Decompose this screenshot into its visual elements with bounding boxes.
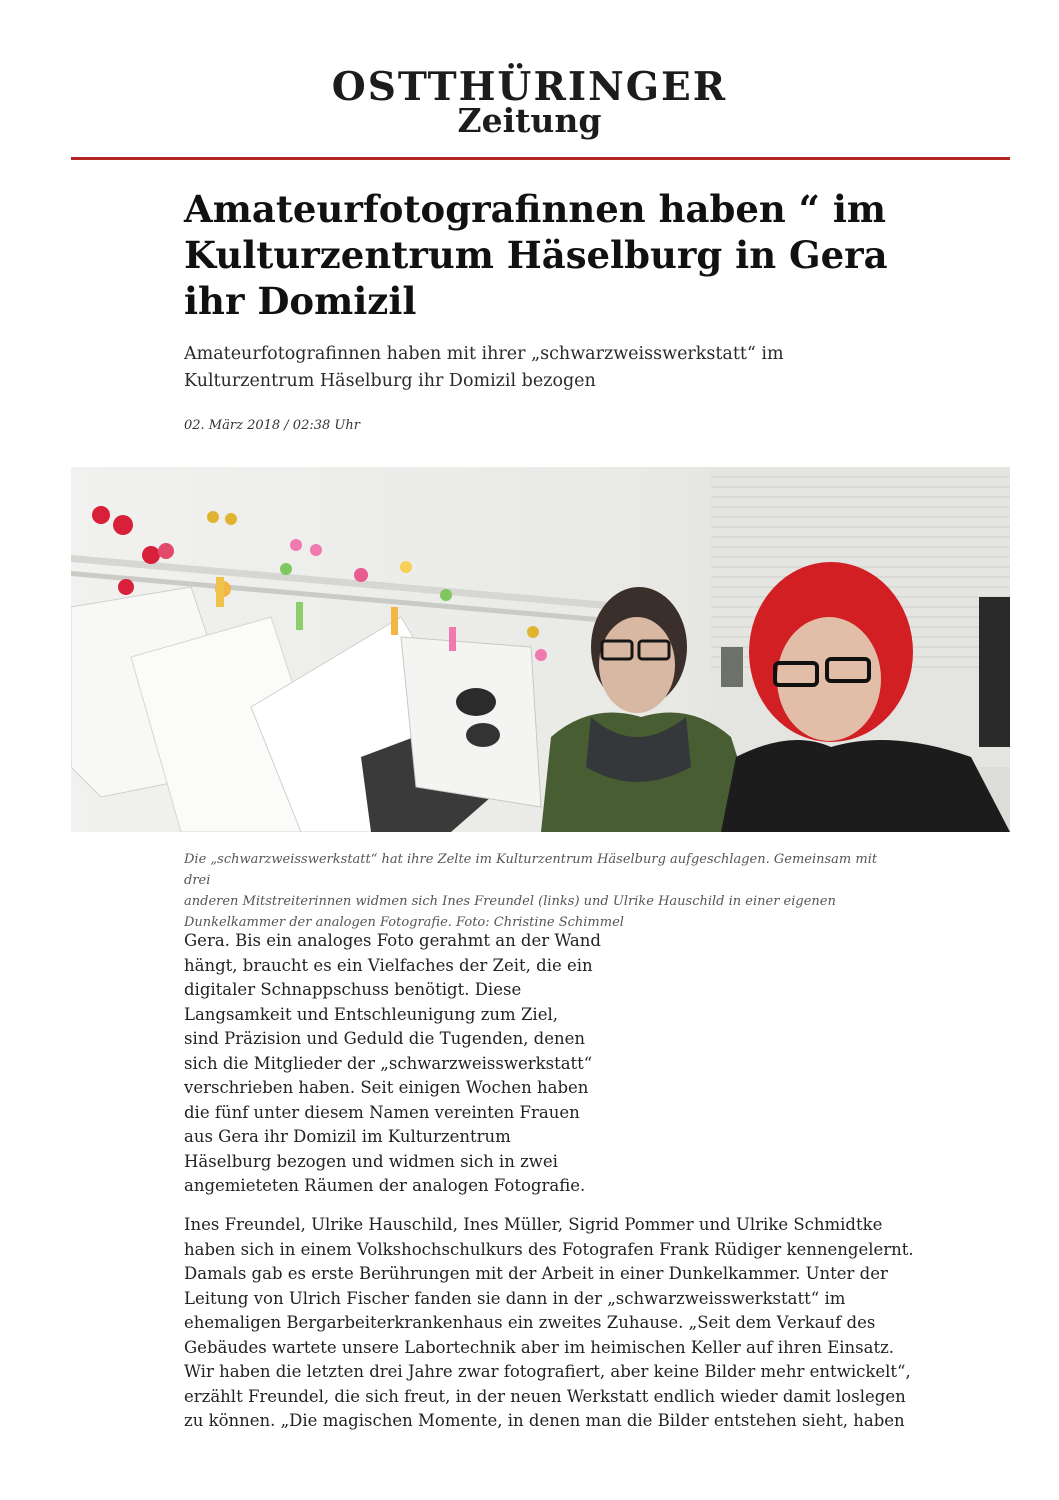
- body-line: sich die Mitglieder der „schwarzweisswerkstatt“: [184, 1053, 593, 1073]
- body-line: aus Gera ihr Domizil im Kulturzentrum: [184, 1127, 511, 1146]
- body-line: Damals gab es erste Berührungen mit der Arbeit in einer Dunkelkammer. Unter der: [184, 1264, 888, 1283]
- body-line: verschrieben haben. Seit einigen Wochen haben: [184, 1078, 589, 1097]
- body-line: Ines Freundel, Ulrike Hauschild, Ines Müller, Sigrid Pommer und Ulrike Schmidtke: [184, 1215, 883, 1234]
- body-line: die fünf unter diesem Namen vereinten Frauen: [184, 1102, 580, 1122]
- photo-illustration: [71, 467, 1010, 832]
- photo-caption: [184, 849, 904, 933]
- masthead-logo[interactable]: [0, 66, 1059, 138]
- caption-line: Dunkelkammer der analogen Fotografie. Foto: Christine Schimmel: [184, 915, 624, 930]
- body-paragraph-1: [184, 929, 604, 1199]
- caption-line: anderen Mitstreiterinnen widmen sich Ines Freundel (links) und Ulrike Hauschild in einer eigenen: [184, 894, 836, 909]
- body-line: ehemaligen Bergarbeiterkrankenhaus ein zweites Zuhause. „Seit dem Verkauf des: [184, 1313, 876, 1332]
- body-paragraph-2: [184, 1213, 924, 1434]
- masthead-name: OSTTHÜRINGER: [331, 64, 728, 110]
- article-headline: [184, 186, 904, 324]
- masthead-divider: [71, 157, 1010, 160]
- body-line: zu können. „Die magischen Momente, in denen man die Bilder entstehen sieht, haben: [184, 1411, 905, 1430]
- body-line: Gebäudes wartete unsere Labortechnik aber im heimischen Keller auf ihren Einsatz.: [184, 1337, 895, 1357]
- body-line: Langsamkeit und Entschleunigung zum Ziel,: [184, 1004, 558, 1024]
- body-line: Wir haben die letzten drei Jahre zwar fotografiert, aber keine Bilder mehr entwickelt“,: [184, 1362, 911, 1381]
- body-line: Häselburg bezogen und widmen sich in zwei: [184, 1151, 558, 1171]
- headline-line: Amateurfotografinnen haben “ im: [184, 187, 887, 231]
- body-line: hängt, braucht es ein Vielfaches der Zeit, die ein: [184, 955, 593, 975]
- teaser-line: Kulturzentrum Häselburg ihr Domizil bezogen: [184, 371, 596, 391]
- body-line: digitaler Schnappschuss benötigt. Diese: [184, 980, 522, 999]
- body-line: angemieteten Räumen der analogen Fotografie.: [184, 1176, 586, 1195]
- body-line: Gera. Bis ein analoges Foto gerahmt an der Wand: [184, 931, 601, 950]
- article-teaser: [184, 341, 884, 395]
- body-line: erzählt Freundel, die sich freut, in der neuen Werkstatt endlich wieder damit loslegen: [184, 1386, 906, 1406]
- article-dateline: 02. März 2018 / 02:38 Uhr: [184, 418, 360, 433]
- headline-line: ihr Domizil: [184, 279, 417, 323]
- article-photo[interactable]: [71, 467, 1010, 832]
- masthead-subtitle: Zeitung: [457, 101, 602, 140]
- headline-line: Kulturzentrum Häselburg in Gera: [184, 233, 888, 277]
- body-line: haben sich in einem Volkshochschulkurs des Fotografen Frank Rüdiger kennengelernt.: [184, 1239, 914, 1259]
- body-line: sind Präzision und Geduld die Tugenden, denen: [184, 1029, 586, 1048]
- teaser-line: Amateurfotografinnen haben mit ihrer „schwarzweisswerkstatt“ im: [184, 344, 784, 364]
- caption-line: Die „schwarzweisswerkstatt“ hat ihre Zelte im Kulturzentrum Häselburg aufgeschlagen. Gemeinsam mit drei: [184, 852, 878, 888]
- body-line: Leitung von Ulrich Fischer fanden sie dann in der „schwarzweisswerkstatt“ im: [184, 1288, 846, 1308]
